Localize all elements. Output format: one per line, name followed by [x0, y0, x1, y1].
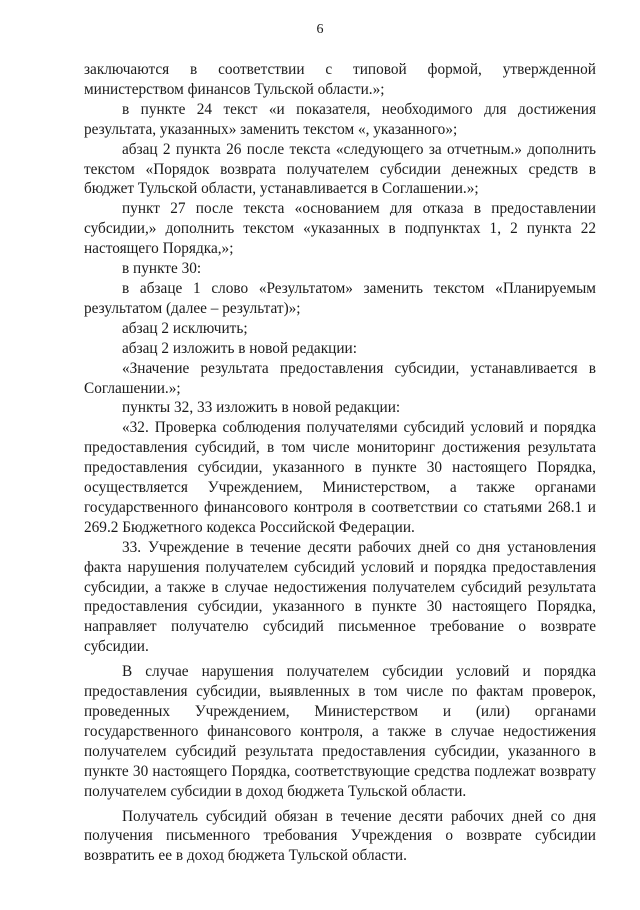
paragraph: 33. Учреждение в течение десяти рабочих дней со дня установления факта нарушения получателем субсидий условий и порядка предоставления субсидии, а также в случае недостижения получателем субсидий результата предоставления субсидии, указанного в пункте 30 настоящего Порядка, направляет получателю субсидий письменное требование о возврате субсидии.: [84, 538, 596, 656]
paragraph: В случае нарушения получателем субсидии условий и порядка предоставления субсидии, выявленных в том числе по фактам проверок, проведенных Учреждением, Министерством и (или) органами государственного финансового контроля, а также в случае недостижения получателем субсидий результата предоставления субсидии, указанного в пункте 30 настоящего Порядка, соответствующие средства подлежат возврату получателем субсидии в доход бюджета Тульской области.: [84, 663, 596, 800]
paragraph: заключаются в соответствии с типовой формой, утвержденной министерством финансов Тульской области.»;: [84, 61, 596, 98]
paragraph: абзац 2 исключить;: [122, 319, 248, 337]
paragraph: абзац 2 пункта 26 после текста «следующего за отчетным.» дополнить текстом «Порядок возврата получателем субсидии денежных средств в бюджет Тульской области, устанавливается в Соглашении.»;: [84, 140, 596, 198]
paragraph: в пункте 30:: [122, 260, 202, 278]
paragraph: пункт 27 после текста «основанием для отказа в предоставлении субсидии,» дополнить текстом «указанных в подпунктах 1, 2 пункта 22 настоящего Порядка,»;: [84, 200, 596, 258]
document-body: [84, 60, 596, 866]
paragraph: пункты 32, 33 изложить в новой редакции:: [122, 399, 401, 417]
paragraph: Получатель субсидий обязан в течение десяти рабочих дней со дня получения письменного требования Учреждения о возврате субсидии возвратить ее в доход бюджета Тульской области.: [84, 807, 596, 865]
paragraph: в пункте 24 текст «и показателя, необходимого для достижения результата, указанных» заменить текстом «, указанного»;: [84, 100, 596, 138]
paragraph: «32. Проверка соблюдения получателями субсидий условий и порядка предоставления субсидий, в том числе мониторинг достижения результата предоставления субсидии, указанного в пункте 30 настоящего Порядка, осуществляется Учреждением, Министерством, а также органами государственного финансового контроля в соответствии со статьями 268.1 и 269.2 Бюджетного кодекса Российской Федерации.: [84, 419, 596, 536]
paragraph: абзац 2 изложить в новой редакции:: [122, 339, 357, 357]
paragraph: «Значение результата предоставления субсидии, устанавливается в Соглашении.»;: [84, 359, 596, 397]
paragraph: в абзаце 1 слово «Результатом» заменить текстом «Планируемым результатом (далее – результат)»;: [84, 279, 596, 317]
page-number: 6: [316, 22, 324, 37]
